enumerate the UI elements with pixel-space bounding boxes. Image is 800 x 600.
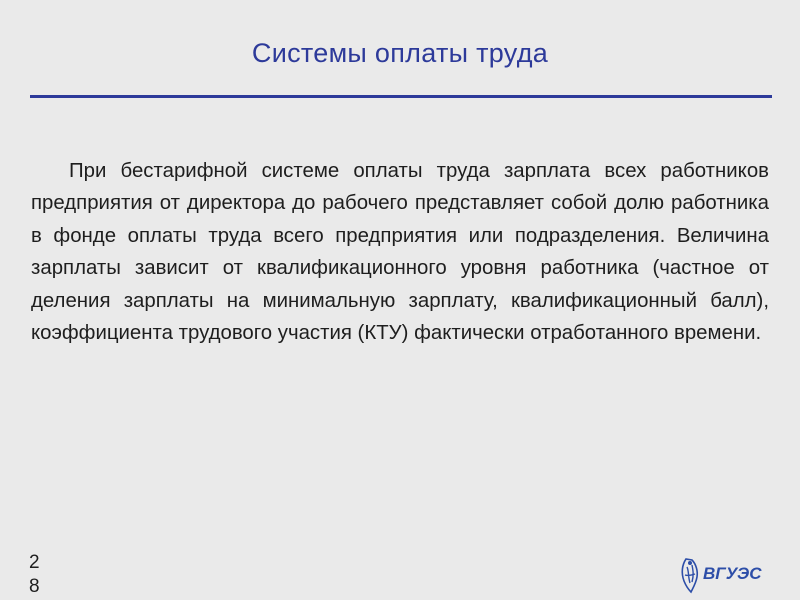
slide-body-text: При бестарифной системе оплаты труда зарплата всех работников предприятия от директора до рабочего представляет собой долю работника в фонде оплаты труда всего предприятия или подразделения. Величина зарплаты зависит от квалификационного уровня работника (частное от деления зарплаты на минимальную зарплату, квалификационный балл), коэффициента трудового участия (КТУ) фактически отработанного времени. xyxy=(31,160,769,345)
university-emblem-icon xyxy=(682,559,697,592)
page-number: 28 xyxy=(29,552,40,597)
logo-text: ВГУЭС xyxy=(703,564,762,583)
slide-title: Системы оплаты труда xyxy=(251,38,549,68)
university-logo xyxy=(676,555,776,595)
title-divider xyxy=(30,95,772,98)
